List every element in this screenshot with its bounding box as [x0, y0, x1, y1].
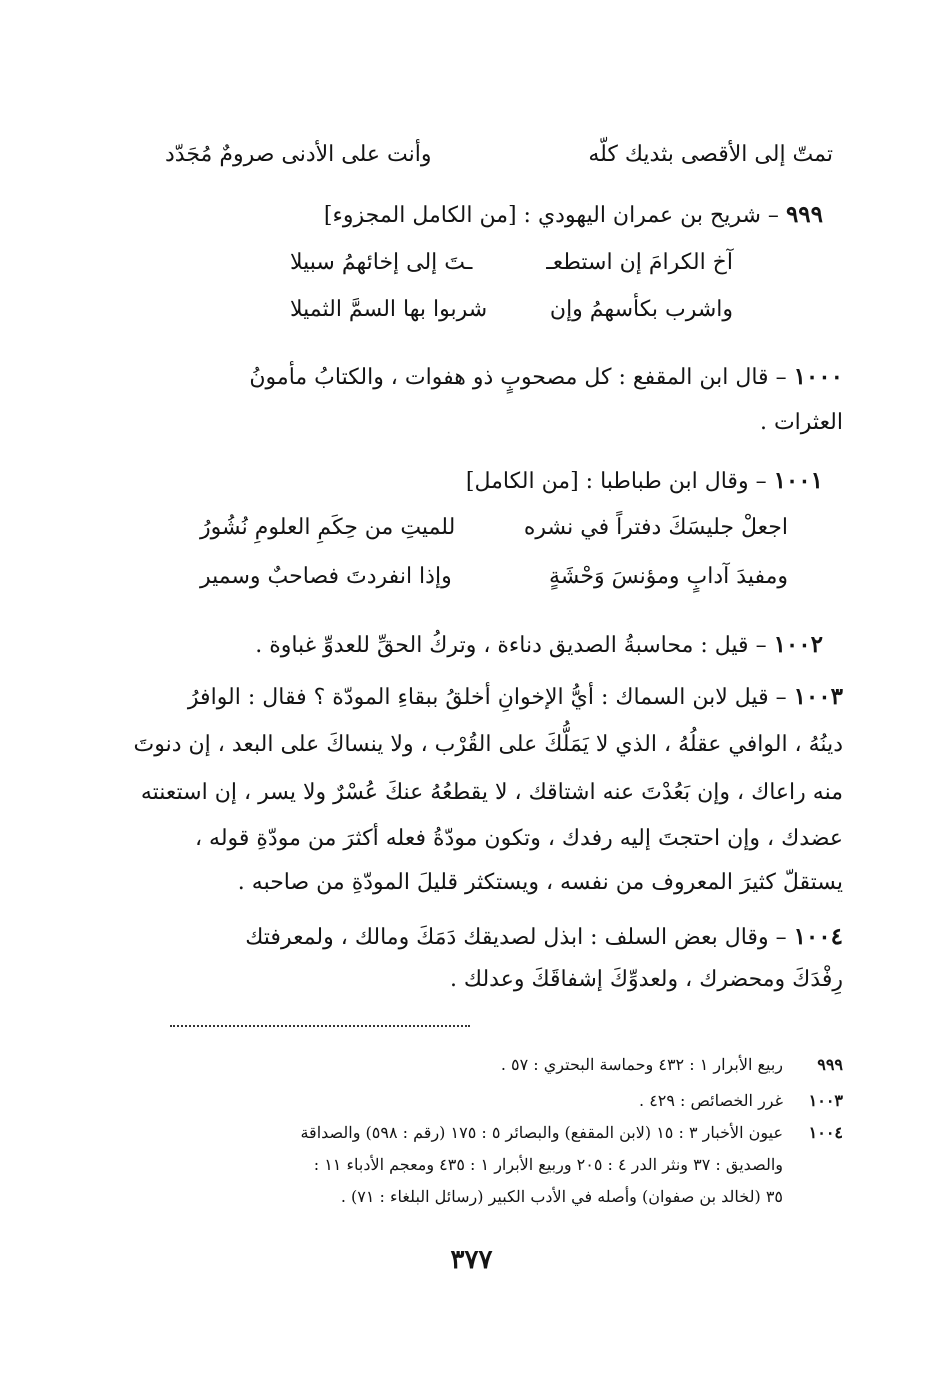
entry-1000-line-2: العثرات .: [759, 410, 843, 435]
verse-999-2-right: واشرب بكأسهمُ وإن: [549, 297, 733, 322]
footnote-1004: [153, 1120, 843, 1146]
entry-text: – قيل لابن السماك : أيُّ الإخوانِ أخلقُ ببقاءِ المودّة ؟ فقال : الوافرُ: [187, 685, 787, 710]
footnote-number: ٩٩٩: [817, 1055, 843, 1074]
footnote-text: غرر الخصائص : ٤٢٩ .: [639, 1091, 783, 1110]
verse-1001-1-right: اجعلْ جليسَكَ دفتراً في نشره: [523, 515, 788, 540]
footnote-1003: [153, 1088, 843, 1114]
verse-999-1-left: ـتَ إلى إخائهمُ سبيلا: [290, 250, 473, 275]
verse-1001-2-left: وإذا انفردتَ فصاحبٌ وسمير: [200, 564, 452, 589]
footnote-text: ربيع الأبرار ١ : ٤٣٢ وحماسة البحتري : ٥٧ .: [500, 1055, 783, 1074]
entry-1001-heading: [466, 466, 823, 497]
entry-text: – قيل : محاسبةُ الصديق دناءة ، وتركُ الحقِّ للعدوِّ غباوة .: [255, 633, 767, 658]
entry-number: ١٠٠١: [773, 467, 823, 494]
entry-1003-line-3: منه راعاك ، وإن بَعُدْتَ عنه اشتاقك ، لا يقطعُهُ عنكَ عُسْرٌ ولا يسر ، إن استعنته: [140, 780, 843, 805]
entry-number: ١٠٠٣: [793, 683, 843, 710]
verse-1001-1-left: للميتِ من حِكَمِ العلومِ نُشُورُ: [200, 515, 456, 540]
entry-heading-text: – شريح بن عمران اليهودي : [من الكامل المجزوء]: [323, 203, 779, 228]
page-number: ٣٧٧: [450, 1245, 493, 1275]
footnote-999: [153, 1052, 843, 1078]
entry-1003-line-5: يستقلّ كثيرَ المعروف من نفسه ، ويستكثر قليلَ المودّةِ من صاحبه .: [237, 870, 843, 895]
entry-text: – قال ابن المقفع : كل مصحوبٍ ذو هفوات ، والكتابُ مأمونُ: [249, 365, 787, 390]
top-verse-right-hemistich: تمتّ إلى الأقصى بثديك كلّه: [588, 142, 833, 167]
verse-999-1-right: آخ الكرامَ إن استطعـ: [546, 250, 733, 275]
footnote-text: عيون الأخبار ٣ : ١٥ (لابن المقفع) والبصائر ٥ : ١٧٥ (رقم : ٥٩٨) والصداقة: [300, 1123, 783, 1142]
entry-heading-text: – وقال ابن طباطبا : [من الكامل]: [465, 469, 767, 494]
footnote-separator: [170, 1025, 470, 1027]
entry-999-heading: [324, 200, 823, 231]
entry-1002-line-1: [255, 630, 823, 661]
footnote-1004-line-3: [153, 1184, 843, 1210]
entry-number: ١٠٠٤: [793, 923, 843, 950]
footnote-1004-line-2: [153, 1152, 843, 1178]
entry-1000-line-1: [163, 362, 843, 393]
entry-text: – وقال بعض السلف : ابذل لصديقك دَمَكَ ومالك ، ولمعرفتك: [245, 925, 787, 950]
entry-number: ١٠٠٠: [793, 363, 843, 390]
footnote-text: والصديق : ٣٧ ونثر الدر ٤ : ٢٠٥ وربيع الأبرار ١ : ٤٣٥ ومعجم الأدباء ١١ :: [313, 1155, 783, 1174]
footnote-text: ٣٥ (لخالد بن صفوان) وأصله في الأدب الكبير (رسائل البلغاء : ٧١) .: [340, 1187, 783, 1206]
entry-1004-line-1: [163, 922, 843, 953]
entry-1003-line-4: عضدك ، وإن احتجتَ إليه رفدك ، وتكون مودّةُ فعله أكثرَ من مودّةِ قوله ،: [194, 826, 843, 851]
entry-number: ١٠٠٢: [773, 631, 823, 658]
footnote-number: ١٠٠٤: [808, 1123, 843, 1142]
entry-number: ٩٩٩: [785, 201, 823, 228]
entry-1004-line-2: رِفْدَكَ ومحضرك ، ولعدوِّكَ إشفاقَكَ وعدلك .: [449, 967, 843, 992]
verse-999-2-left: شربوا بها السمَّ الثميلا: [290, 297, 488, 322]
footnote-number: ١٠٠٣: [808, 1091, 843, 1110]
entry-1003-line-1: [163, 682, 843, 713]
verse-1001-2-right: ومفيدَ آدابٍ ومؤنسَ وَحْشَةٍ: [548, 564, 788, 589]
entry-1003-line-2: دينُهُ ، الوافي عقلُهُ ، الذي لا يَمَلُّكَ على القُرْب ، ولا ينساكَ على البعد ، إن دنوتَ: [133, 732, 843, 757]
top-verse-left-hemistich: وأنت على الأدنى صرومٌ مُجَدّد: [165, 142, 432, 167]
